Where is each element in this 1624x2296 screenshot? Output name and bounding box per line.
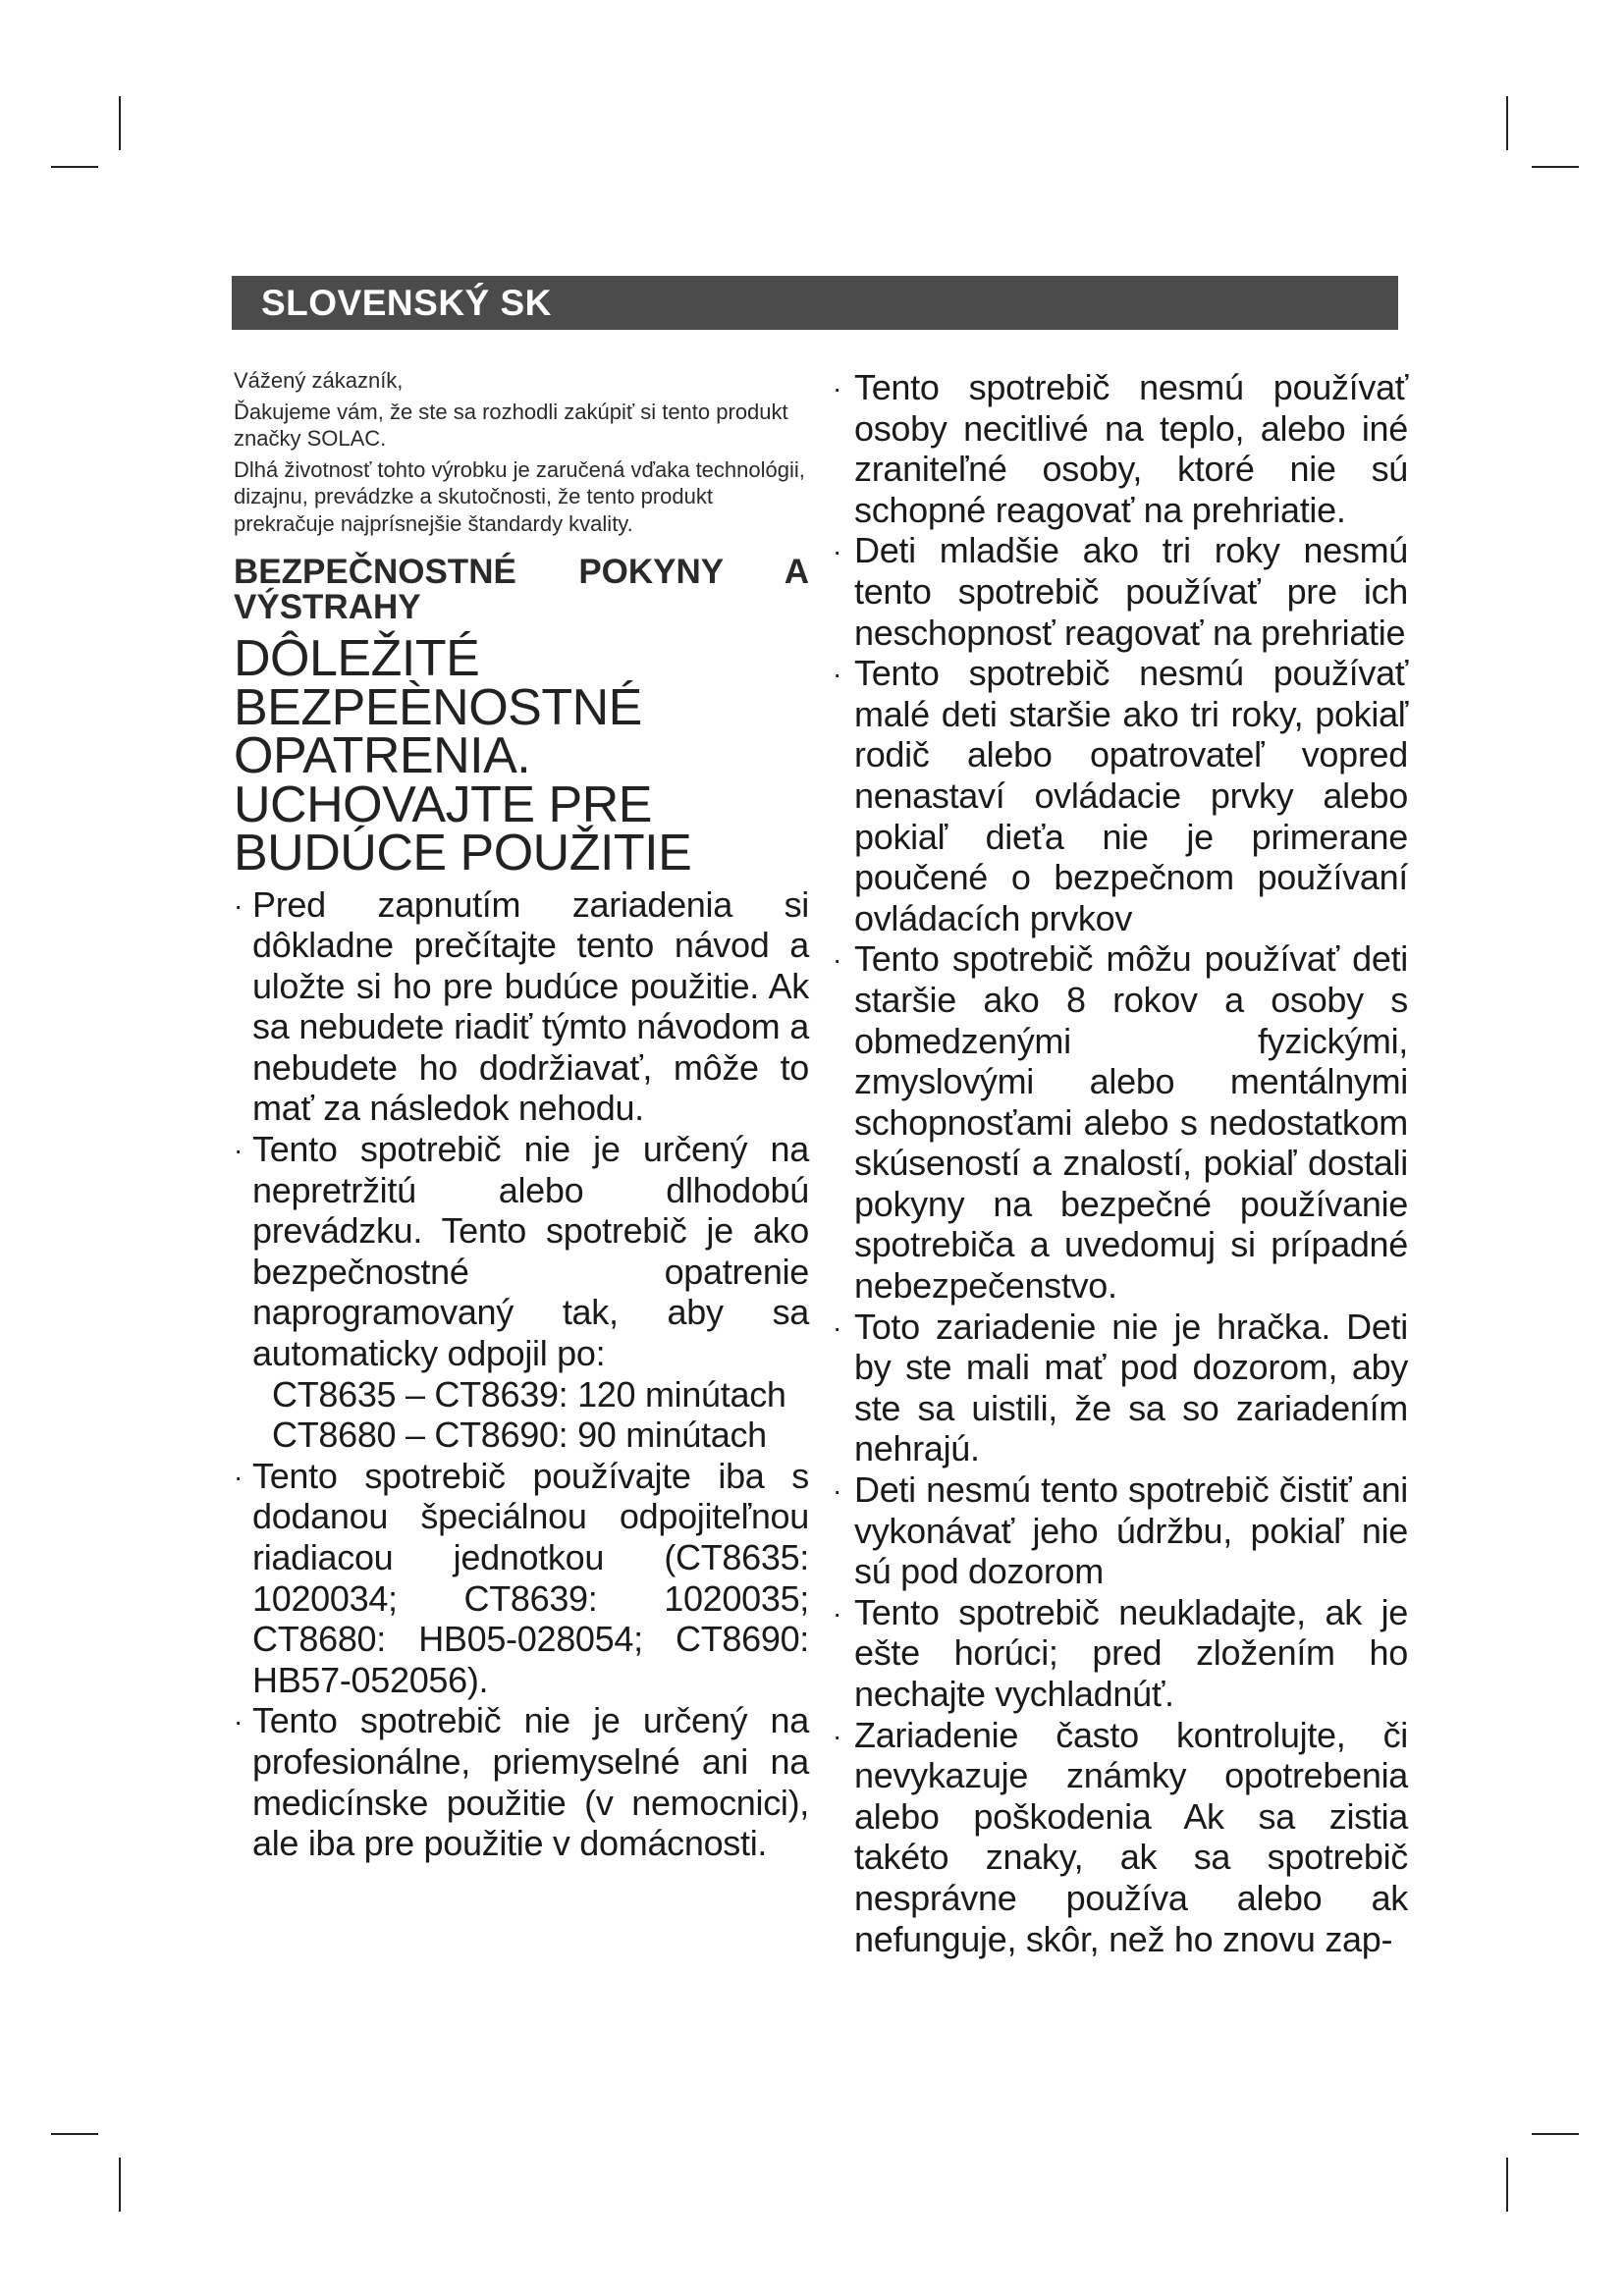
timer-line-ct8635: CT8635 – CT8639: 120 minútach bbox=[272, 1373, 786, 1415]
left-column bbox=[234, 367, 809, 1864]
list-item-text: Tento spotrebič nie je určený na nepretržitú alebo dlhodobú prevádzku. Tento spotrebič je ako bezpečnostné opatrenie naprogramovaný tak, aby sa automaticky odpojil po: bbox=[252, 1129, 809, 1374]
list-item-text: Tento spotrebič neukladajte, ak je ešte horúci; pred zložením ho nechajte vychladnúť. bbox=[854, 1591, 1408, 1714]
crop-mark-bottom-left-horizontal bbox=[51, 2133, 98, 2135]
bullet-dot: · bbox=[234, 1461, 244, 1492]
intro-paragraphs bbox=[234, 367, 809, 537]
language-header-title: SLOVENSKÝ SK bbox=[261, 283, 552, 323]
crop-mark-bottom-left-vertical bbox=[119, 2158, 121, 2212]
list-item bbox=[833, 530, 1408, 653]
bullet-dot: · bbox=[833, 373, 842, 403]
list-item-text: Deti nesmú tento spotrebič čistiť ani vykonávať jeho údržbu, pokiaľ nie sú pod dozorom bbox=[854, 1469, 1408, 1592]
crop-mark-bottom-right-horizontal bbox=[1532, 2133, 1579, 2135]
list-item-text: Tento spotrebič nesmú používať osoby necitlivé na teplo, alebo iné zraniteľné osoby, ktoré nie sú schopné reagovať na prehriatie. bbox=[854, 367, 1408, 530]
intro-thanks: Ďakujeme vám, že ste sa rozhodli zakúpiť si tento produkt značky SOLAC. bbox=[234, 399, 788, 451]
list-item bbox=[234, 1456, 809, 1701]
list-item bbox=[833, 1469, 1408, 1592]
bullet-dot: · bbox=[833, 1311, 842, 1343]
bullet-dot: · bbox=[833, 944, 842, 976]
timer-line-ct8680: CT8680 – CT8690: 90 minútach bbox=[272, 1415, 767, 1456]
crop-mark-top-right-horizontal bbox=[1532, 166, 1579, 168]
list-item-text: Tento spotrebič používajte iba s dodanou špeciálnou odpojiteľnou riadiacou jednotkou (CT8635: 1020034; CT8639: 1020035; CT8680: HB05-028054; CT8690: HB57-052056). bbox=[252, 1455, 809, 1700]
list-item-text: Zariadenie často kontrolujte, či nevykazuje známky opotrebenia alebo poškodenia Ak sa zistia takéto znaky, ak sa spotrebič nesprávne používa alebo ak nefunguje, skôr, než ho znovu zap- bbox=[854, 1714, 1408, 1959]
list-item-text: Tento spotrebič nie je určený na profesionálne, priemyselné ani na medicínske použitie (v nemocnici), ale iba pre použitie v domácnosti. bbox=[252, 1700, 809, 1864]
list-item bbox=[833, 938, 1408, 1306]
intro-greeting: Vážený zákazník, bbox=[234, 368, 404, 393]
crop-mark-bottom-right-vertical bbox=[1506, 2158, 1508, 2212]
bullet-dot: · bbox=[833, 536, 842, 567]
list-item bbox=[234, 1129, 809, 1456]
list-item-text: Deti mladšie ako tri roky nesmú tento spotrebič používať pre ich neschopnosť reagovať na prehriatie bbox=[854, 530, 1408, 653]
important-safety-heading: DÔLEŽITÉ BEZPEÈNOSTNÉ OPATRENIA. UCHOVAJTE PRE BUDÚCE POUŽITIE bbox=[234, 630, 692, 881]
crop-mark-top-left-horizontal bbox=[51, 166, 98, 168]
list-item bbox=[234, 884, 809, 1130]
list-item bbox=[833, 653, 1408, 938]
left-bullet-list bbox=[234, 884, 809, 1864]
language-header-bar bbox=[232, 276, 1398, 330]
list-item bbox=[833, 1307, 1408, 1469]
bullet-dot: · bbox=[833, 1597, 842, 1629]
bullet-dot: · bbox=[833, 1720, 842, 1751]
bullet-dot: · bbox=[234, 1135, 244, 1166]
list-item-text: Toto zariadenie nie je hračka. Deti by ste mali mať pod dozorom, aby ste sa uistili, že sa so zariadením nehrajú. bbox=[854, 1306, 1408, 1469]
right-column bbox=[833, 367, 1408, 1959]
right-bullet-list bbox=[833, 367, 1408, 1959]
bullet-dot: · bbox=[833, 1475, 842, 1507]
bullet-dot: · bbox=[234, 1706, 244, 1737]
list-item-text: Pred zapnutím zariadenia si dôkladne prečítajte tento návod a uložte si ho pre budúce použitie. Ak sa nebudete riadiť týmto návodom a nebudete ho dodržiavať, môže to mať za následok nehodu. bbox=[252, 883, 809, 1129]
bullet-dot: · bbox=[234, 889, 244, 921]
crop-mark-top-left-vertical bbox=[119, 96, 121, 150]
list-item bbox=[833, 1715, 1408, 1960]
list-item bbox=[833, 1592, 1408, 1715]
list-item bbox=[234, 1700, 809, 1863]
bullet-dot: · bbox=[833, 659, 842, 690]
intro-longevity: Dlhá životnosť tohto výrobku je zaručená vďaka technológii, dizajnu, prevádzke a skutočnosti, že tento produkt prekračuje najprísnejšie štandardy kvality. bbox=[234, 456, 805, 536]
crop-mark-top-right-vertical bbox=[1506, 96, 1508, 150]
safety-section-title: BEZPEČNOSTNÉ POKYNY A VÝSTRAHY bbox=[234, 553, 809, 626]
list-item-text: Tento spotrebič môžu používať deti staršie ako 8 rokov a osoby s obmedzenými fyzickými, zmyslovými alebo mentálnymi schopnosťami alebo s nedostatkom skúseností a znalostí, pokiaľ dostali pokyny na bezpečné používanie spotrebiča a uvedomuj si prípadné nebezpečenstvo. bbox=[854, 938, 1408, 1307]
list-item bbox=[833, 367, 1408, 530]
list-item-text: Tento spotrebič nesmú používať malé deti staršie ako tri roky, pokiaľ rodič alebo opatrovateľ vopred nenastaví ovládacie prvky alebo pokiaľ dieťa nie je primerane poučené o bezpečnom používaní ovládacích prvkov bbox=[854, 653, 1408, 938]
